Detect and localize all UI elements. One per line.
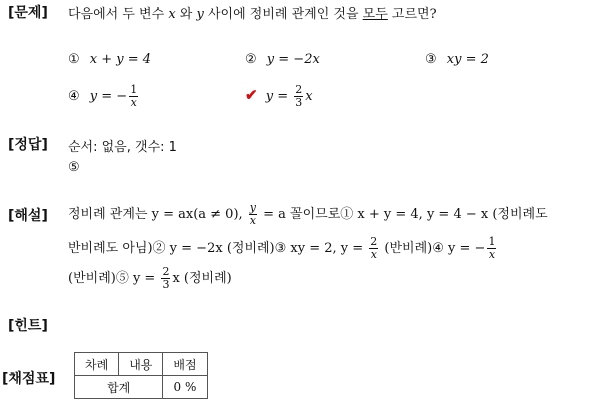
explanation-l2a: 반비례도 아님)② y = −2x (정비례)③ xy = 2, y =: [68, 241, 368, 256]
choice-4-frac-den: x: [130, 96, 137, 109]
choice-5[interactable]: [245, 84, 313, 109]
choice-4-number: ④: [68, 89, 80, 104]
explanation-l1a: 정비례 관계는 y = ax(a ≠ 0),: [68, 207, 247, 222]
choice-4-fraction: [129, 84, 138, 109]
problem-label: [문제]: [8, 5, 48, 21]
explanation-l3b: x (정비례): [172, 271, 232, 286]
explanation-l2-frac-den: x: [370, 248, 377, 261]
explanation-l2-frac-num: 2: [370, 235, 378, 248]
explanation-l3-frac-num: 2: [162, 265, 170, 278]
explanation-l2-frac2-den: x: [488, 248, 496, 261]
explanation-line-1: [68, 202, 548, 227]
explanation-line-2: [68, 236, 498, 261]
problem-text: [68, 3, 437, 22]
problem-post: 고르면?: [387, 7, 437, 22]
choice-5-frac-den: 3: [295, 96, 303, 109]
explanation-label: [해설]: [8, 208, 48, 224]
choice-3[interactable]: [425, 52, 489, 67]
choice-5-fraction: [294, 84, 303, 109]
choice-1-number: ①: [68, 52, 80, 67]
answer-label: [정답]: [8, 137, 48, 153]
explanation-l1b: = a 꼴이므로① x + y = 4, y = 4 − x (정비례도: [259, 207, 548, 222]
score-table-total-row: [75, 376, 208, 399]
explanation-l1-frac-den: x: [249, 214, 257, 227]
choice-2[interactable]: [245, 52, 320, 67]
choice-2-expr: y = −2x: [266, 52, 320, 67]
choice-4[interactable]: [68, 84, 140, 109]
explanation-l1-frac-num: y: [249, 201, 257, 214]
choice-4-frac-num: 1: [130, 83, 138, 96]
explanation-l2-fraction: [369, 236, 378, 261]
score-table-container: [74, 352, 208, 399]
hint-label: [힌트]: [8, 318, 48, 334]
score-total-value: 0 %: [163, 376, 207, 399]
explanation-l3a: (반비례)⑤ y =: [68, 271, 160, 286]
choice-3-expr: xy = 2: [446, 52, 489, 67]
scoring-label: [채점표]: [2, 371, 56, 387]
explanation-l3-frac-den: 3: [162, 278, 170, 291]
explanation-line-3: [68, 266, 232, 291]
problem-mid2: 사이에 정비례 관계인 것을: [203, 7, 363, 22]
score-table: [74, 352, 208, 399]
score-total-label: 합계: [75, 376, 163, 399]
choice-5-frac-num: 2: [295, 83, 303, 96]
problem-emphasis: 모두: [362, 7, 388, 22]
choice-5-prefix: y =: [265, 89, 293, 104]
var-x: x: [168, 7, 176, 22]
choice-1-expr: x + y = 4: [89, 52, 152, 67]
explanation-l3-fraction: [161, 266, 170, 291]
score-table-header-row: [75, 353, 208, 376]
choice-3-number: ③: [425, 52, 437, 67]
answer-line-1: 순서: 없음, 갯수: 1: [68, 140, 177, 155]
choice-2-number: ②: [245, 52, 257, 67]
explanation-l2b: (반비례)④ y = −: [380, 241, 486, 256]
answer-line-2: ⑤: [68, 160, 80, 175]
choice-1[interactable]: [68, 52, 151, 67]
choice-4-prefix: y = −: [89, 89, 128, 104]
check-mark-icon: ✔: [245, 86, 258, 104]
problem-pre: 다음에서 두 변수: [68, 7, 169, 22]
score-header-points: 배점: [163, 353, 207, 376]
choice-5-suffix: x: [305, 89, 313, 104]
score-header-order: 차례: [75, 353, 119, 376]
score-header-content: 내용: [119, 353, 163, 376]
var-y: y: [196, 7, 204, 22]
explanation-l2-frac2-num: 1: [488, 235, 496, 248]
explanation-l1-fraction: [249, 202, 257, 227]
explanation-l2-fraction-2: [487, 236, 496, 261]
problem-mid1: 와: [175, 7, 197, 22]
